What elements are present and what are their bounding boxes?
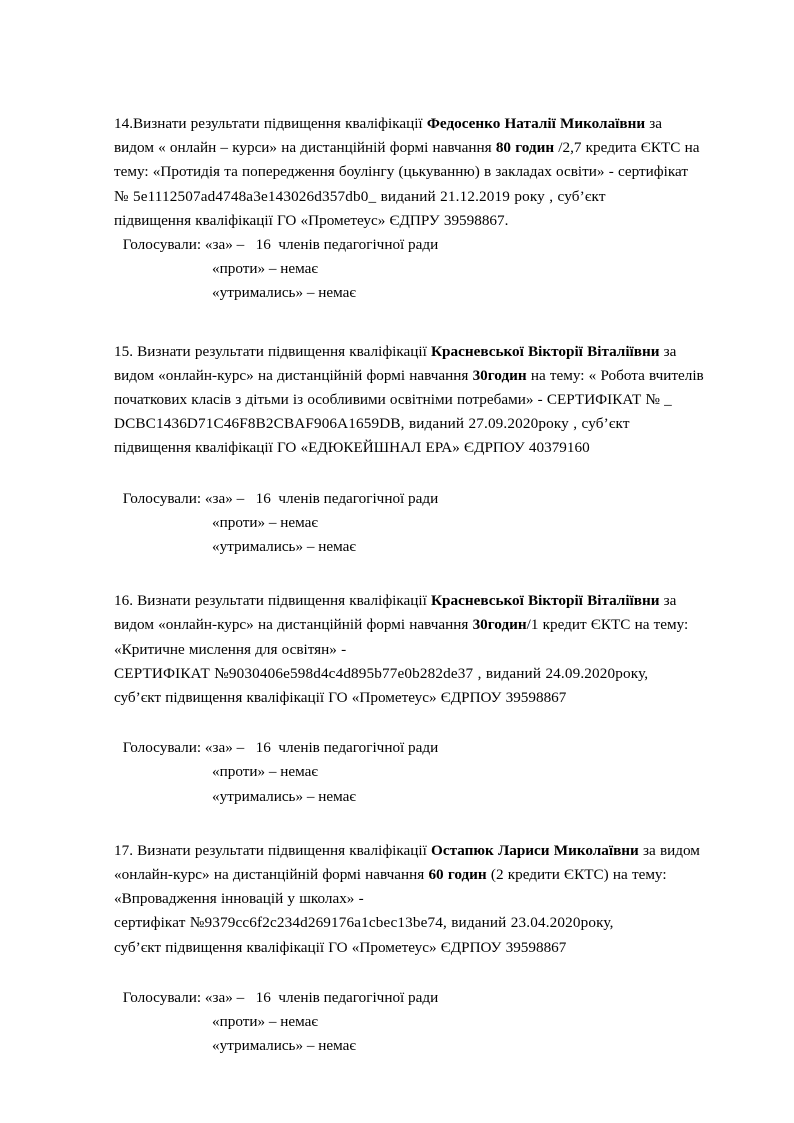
- resolution-item-17: [114, 839, 706, 1059]
- resolution-14-body-2: /2,7 кредита ЄКТС на тему: «Протидія та попередження боулінгу (цькуванню) в закладах освіти» - сертифікат: [114, 139, 700, 181]
- vote-abstain-16: «утримались» – немає: [212, 787, 356, 805]
- resolution-14-lead: 14.Визнати результати підвищення кваліфікації: [114, 115, 427, 132]
- vote-for-14: Голосували: «за» – 16 членів педагогічної ради: [119, 236, 439, 254]
- vote-against-15: «проти» – немає: [212, 513, 318, 531]
- vote-against-16: «проти» – немає: [212, 763, 318, 781]
- resolution-16-certificate: СЕРТИФІКАТ №9030406e598d4c4d895b77e0b282de37 , виданий 24.09.2020року,: [114, 664, 649, 682]
- resolution-16-body-2: /1 кредит ЄКТС на тему: «Критичне мислення для освітян» -: [114, 616, 689, 658]
- resolution-16-person: Красневської Вікторії Віталіївни: [431, 592, 660, 610]
- resolution-17-person: Остапюк Лариси Миколаївни: [431, 841, 639, 859]
- vote-block-17: [114, 986, 706, 1059]
- vote-for-16: Голосували: «за» – 16 членів педагогічної ради: [119, 739, 439, 757]
- resolution-14-certificate: № 5e1112507ad4748a3e143026d357db0_ виданий 21.12.2019 року , суб’єкт: [114, 187, 606, 205]
- resolution-15-person: Красневської Вікторії Віталіївни: [431, 342, 660, 360]
- vote-gap: [114, 960, 706, 986]
- resolution-15-hours: 30годин: [472, 366, 527, 384]
- section-gap: [114, 809, 706, 839]
- resolution-item-16: [114, 589, 706, 809]
- resolution-17-hours: 60 годин: [428, 866, 487, 884]
- vote-abstain-17: «утримались» – немає: [212, 1037, 356, 1055]
- resolution-16-body-1: за видом «онлайн-курс» на дистанційній формі навчання: [114, 592, 677, 634]
- vote-against-17: «проти» – немає: [212, 1013, 318, 1031]
- resolution-15-body-2: на тему: « Робота вчителів початкових класів з дітьми із особливими освітніми потребами» - СЕРТИФІКАТ № _: [114, 366, 704, 409]
- resolution-16-provider: суб’єкт підвищення кваліфікації ГО «Прометеус» ЄДРПОУ 39598867: [114, 689, 567, 707]
- resolution-16-lead: 16. Визнати результати підвищення кваліфікації: [114, 592, 432, 610]
- resolution-17-provider: суб’єкт підвищення кваліфікації ГО «Прометеус» ЄДРПОУ 39598867: [114, 938, 567, 956]
- resolution-15-lead: 15. Визнати результати підвищення кваліфікації: [114, 342, 432, 360]
- resolution-item-14: [114, 112, 706, 306]
- resolution-14-body-1: за видом « онлайн – курси» на дистанційній формі навчання: [114, 115, 663, 157]
- vote-block-16: [114, 736, 706, 809]
- vote-gap: [114, 461, 706, 487]
- vote-gap: [114, 710, 706, 736]
- resolution-15-text: [114, 340, 706, 413]
- resolution-17-lead: 17. Визнати результати підвищення кваліфікації: [114, 841, 432, 859]
- vote-block-15: [114, 487, 706, 560]
- resolution-17-body-2: (2 кредити ЄКТС) на тему: «Впровадження інновацій у школах» -: [114, 866, 667, 908]
- resolution-14-text: [114, 112, 706, 185]
- resolution-14-hours: 80 годин: [495, 139, 555, 157]
- section-gap: [114, 559, 706, 589]
- vote-block-14: [114, 233, 706, 306]
- resolution-item-15: [114, 340, 706, 560]
- resolution-17-certificate: сертифікат №9379cc6f2c234d269176a1cbec13be74, виданий 23.04.2020року,: [114, 914, 614, 932]
- resolution-17-body-1: за видом «онлайн-курс» на дистанційній формі навчання: [114, 841, 700, 884]
- resolution-16-hours: 30годин: [472, 616, 527, 634]
- resolution-17-text: [114, 839, 706, 912]
- vote-for-17: Голосували: «за» – 16 членів педагогічної ради: [119, 988, 439, 1006]
- resolution-16-text: [114, 589, 706, 662]
- document-body: [114, 112, 706, 1059]
- resolution-14-person: Федосенко Наталії Миколаївни: [426, 115, 646, 132]
- vote-abstain-14: «утримались» – немає: [212, 284, 356, 302]
- resolution-15-provider: підвищення кваліфікації ГО «ЕДЮКЕЙШНАЛ ЕРА» ЄДРПОУ 40379160: [114, 439, 590, 457]
- section-gap: [114, 306, 706, 340]
- resolution-15-body-1: за видом «онлайн-курс» на дистанційній формі навчання: [114, 342, 677, 384]
- resolution-15-certificate: DCBC1436D71C46F8B2CBAF906A1659DB, виданий 27.09.2020року , суб’єкт: [114, 415, 630, 433]
- vote-against-14: «проти» – немає: [212, 260, 318, 278]
- resolution-14-provider: підвищення кваліфікації ГО «Прометеус» ЄДПРУ 39598867.: [114, 211, 509, 229]
- vote-abstain-15: «утримались» – немає: [212, 538, 356, 556]
- vote-for-15: Голосували: «за» – 16 членів педагогічної ради: [119, 489, 439, 507]
